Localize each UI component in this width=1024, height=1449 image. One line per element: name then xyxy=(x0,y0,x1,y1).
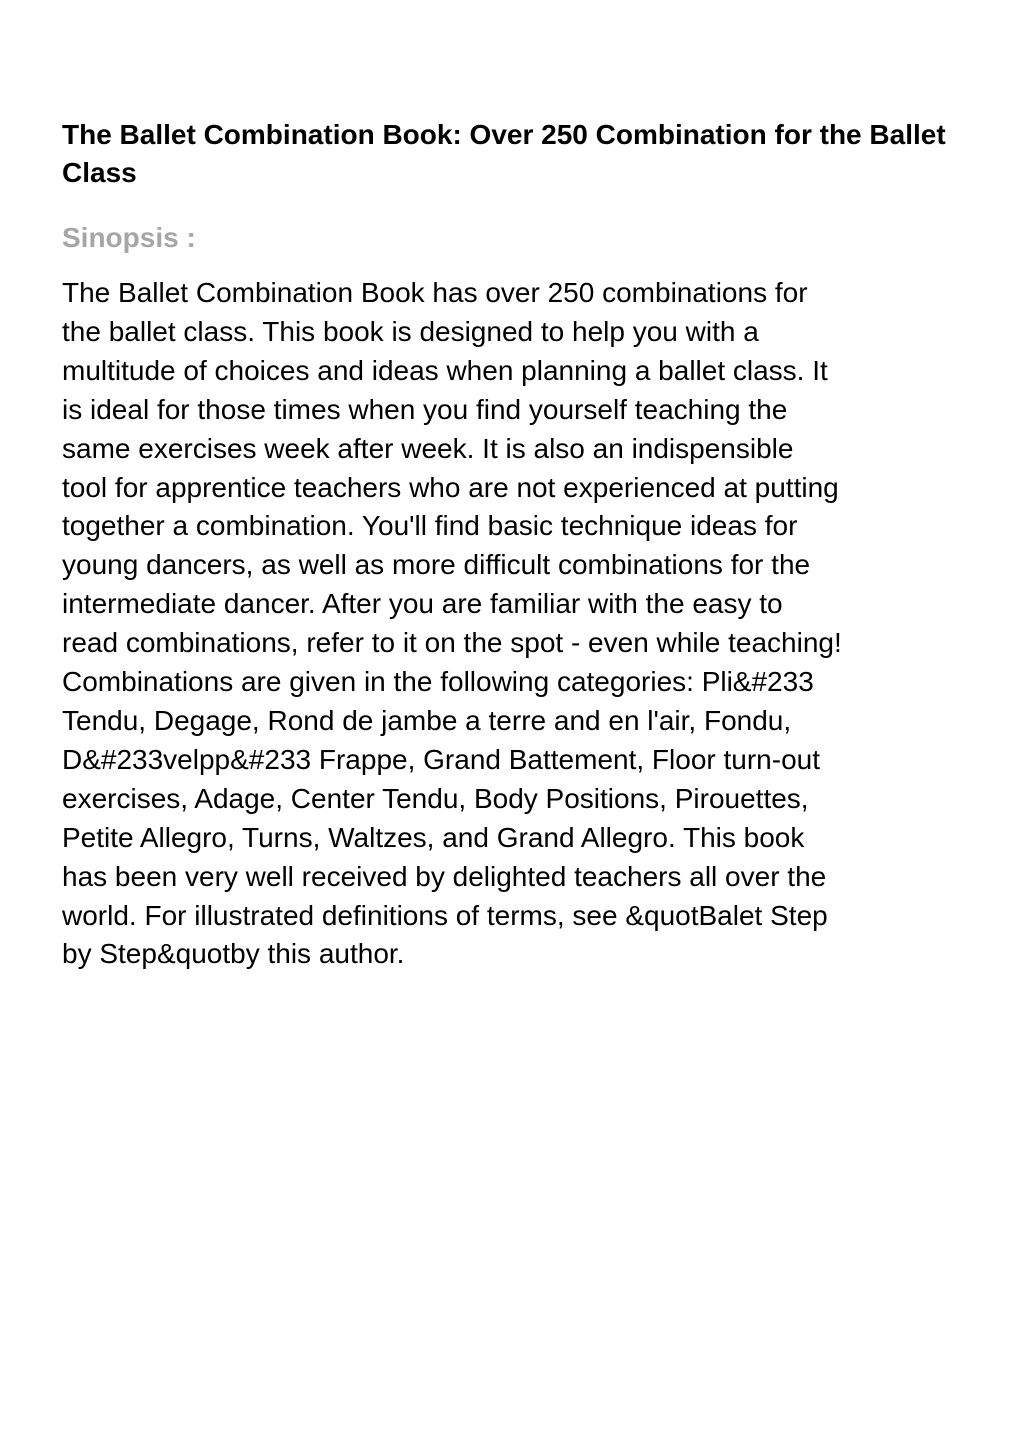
synopsis-line: young dancers, as well as more difficult combinations for the xyxy=(62,549,811,581)
synopsis-line: D&#233velpp&#233 Frappe, Grand Battement, Floor turn-out xyxy=(62,743,820,775)
synopsis-line: world. For illustrated definitions of terms, see &quotBalet Step xyxy=(62,899,828,931)
synopsis-line: read combinations, refer to it on the spot - even while teaching! xyxy=(62,627,842,659)
synopsis-line: tool for apprentice teachers who are not experienced at putting xyxy=(62,471,839,503)
book-title: The Ballet Combination Book: Over 250 Combination for the Ballet Class xyxy=(62,119,946,188)
synopsis-line: intermediate dancer. After you are familiar with the easy to xyxy=(62,588,783,620)
synopsis-label: Sinopsis : xyxy=(62,222,196,253)
synopsis-text xyxy=(62,274,982,974)
synopsis-line: Combinations are given in the following categories: Pli&#233 xyxy=(62,666,814,698)
synopsis-line: together a combination. You'll find basic technique ideas for xyxy=(62,510,798,542)
synopsis-line: Tendu, Degage, Rond de jambe a terre and en l'air, Fondu, xyxy=(62,704,792,736)
synopsis-line: multitude of choices and ideas when planning a ballet class. It xyxy=(62,354,828,386)
synopsis-line: has been very well received by delighted teachers all over the xyxy=(62,860,827,892)
synopsis-line: is ideal for those times when you find yourself teaching the xyxy=(62,393,788,425)
document-page xyxy=(62,116,982,974)
synopsis-line: by Step&quotby this author. xyxy=(62,938,405,970)
synopsis-line: Petite Allegro, Turns, Waltzes, and Grand Allegro. This book xyxy=(62,821,805,853)
synopsis-line: exercises, Adage, Center Tendu, Body Positions, Pirouettes, xyxy=(62,782,809,814)
synopsis-line: the ballet class. This book is designed to help you with a xyxy=(62,315,759,347)
synopsis-line: same exercises week after week. It is also an indispensible xyxy=(62,432,794,464)
synopsis-line: The Ballet Combination Book has over 250 combinations for xyxy=(62,277,808,308)
